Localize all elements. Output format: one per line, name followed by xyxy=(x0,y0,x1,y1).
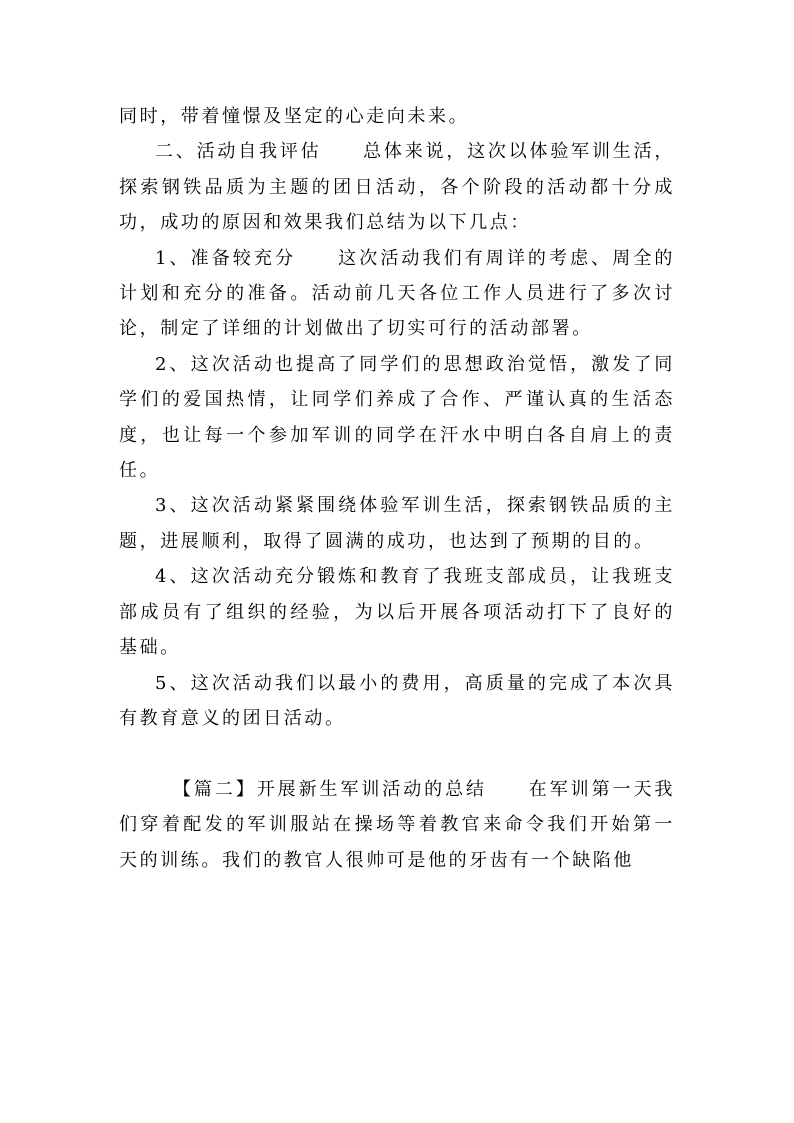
paragraph-spacer xyxy=(119,736,675,771)
paragraph-point-2: 2、这次活动也提高了同学们的思想政治觉悟，激发了同学们的爱国热情，让同学们养成了合作、严谨认真的生活态度，也让每一个参加军训的同学在汗水中明白各自肩上的责任。 xyxy=(119,353,675,482)
paragraph-continuation: 同时，带着憧憬及坚定的心走向未来。 xyxy=(119,106,470,127)
paragraph-self-evaluation: 二、活动自我评估 总体来说，这次以体验军训生活，探索钢铁品质为主题的团日活动，各个阶段的活动都十分成功，成功的原因和效果我们总结为以下几点： xyxy=(119,141,675,234)
document-body xyxy=(119,99,675,878)
paragraph-point-1: 1、准备较充分 这次活动我们有周详的考虑、周全的计划和充分的准备。活动前几天各位工作人员进行了多次讨论，制定了详细的计划做出了切实可行的活动部署。 xyxy=(119,247,675,340)
paragraph-point-3: 3、这次活动紧紧围绕体验军训生活，探索钢铁品质的主题，进展顺利，取得了圆满的成功，也达到了预期的目的。 xyxy=(119,495,675,552)
paragraph-point-5: 5、这次活动我们以最小的费用，高质量的完成了本次具有教育意义的团日活动。 xyxy=(119,672,675,729)
paragraph-section-two: 【篇二】开展新生军训活动的总结 在军训第一天我们穿着配发的军训服站在操场等着教官来命令我们开始第一天的训练。我们的教官人很帅可是他的牙齿有一个缺陷他 xyxy=(119,778,675,871)
paragraph-point-4: 4、这次活动充分锻炼和教育了我班支部成员，让我班支部成员有了组织的经验，为以后开展各项活动打下了良好的基础。 xyxy=(119,566,675,659)
